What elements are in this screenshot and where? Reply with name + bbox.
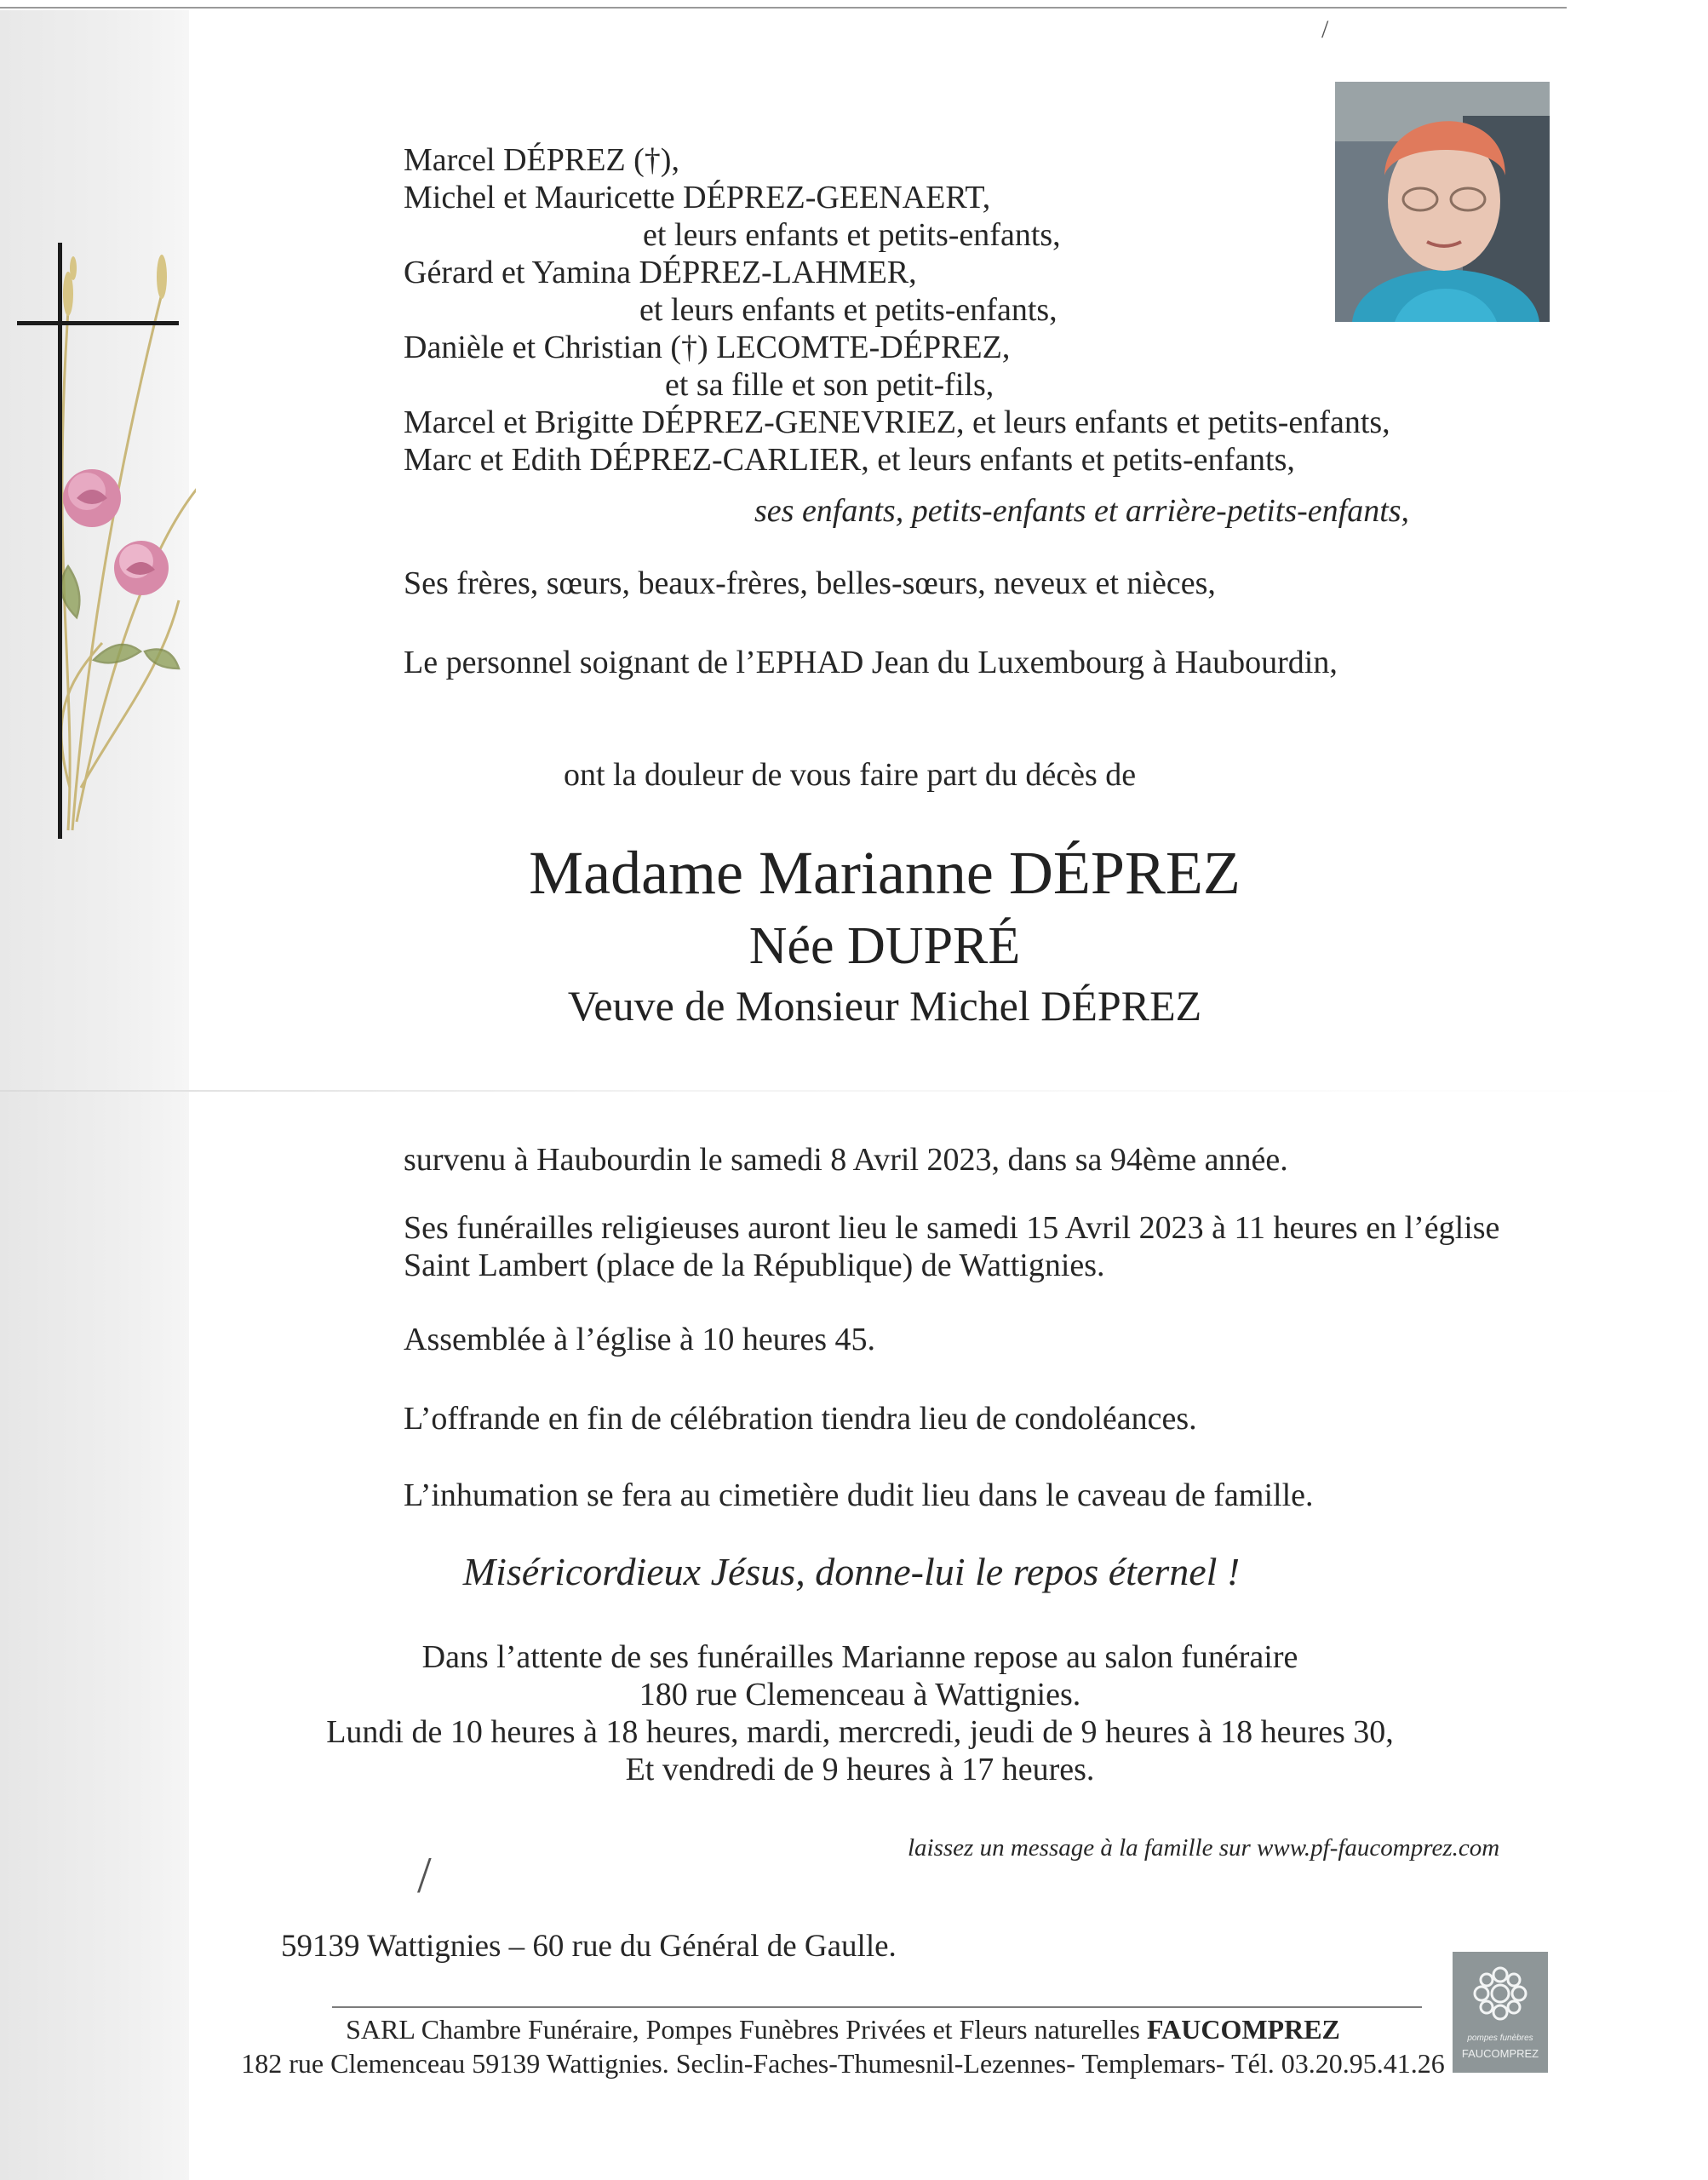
family-line-5: et leurs enfants et petits-enfants,	[639, 292, 1057, 328]
family-line-2: Michel et Mauricette DÉPREZ-GEENAERT,	[404, 180, 991, 215]
pen-mark-lower: /	[417, 1847, 432, 1903]
funeral-details-2: Saint Lambert (place de la République) de Wattignies.	[404, 1248, 1105, 1283]
visitation-line-3: Lundi de 10 heures à 18 heures, mardi, mercredi, jeudi de 9 heures à 18 heures 30,	[326, 1714, 1394, 1750]
company-name: FAUCOMPREZ	[1146, 2014, 1340, 2045]
prayer: Miséricordieux Jésus, donne-lui le repos éternel !	[462, 1550, 1241, 1593]
company-contact: 182 rue Clemenceau 59139 Wattignies. Seclin-Faches-Thumesnil-Lezennes- Templemars- Tél. 03.20.95.41.26	[241, 2048, 1445, 2079]
family-line-1: Marcel DÉPREZ (†),	[404, 142, 679, 178]
relatives-line: Ses frères, sœurs, beaux-frères, belles-sœurs, neveux et nièces,	[404, 565, 1216, 601]
company-description: SARL Chambre Funéraire, Pompes Funèbres Privées et Fleurs naturelles	[346, 2014, 1147, 2045]
fold-line	[0, 1090, 1708, 1092]
left-decorative-strip-lower	[0, 1092, 189, 2180]
portrait-photo	[1335, 82, 1550, 322]
announcement-line: ont la douleur de vous faire part du décès de	[564, 757, 1137, 793]
family-summary: ses enfants, petits-enfants et arrière-petits-enfants,	[754, 493, 1410, 529]
family-line-8: Marcel et Brigitte DÉPREZ-GENEVRIEZ, et leurs enfants et petits-enfants,	[404, 404, 1390, 440]
assembly-time: Assemblée à l’église à 10 heures 45.	[404, 1322, 875, 1357]
death-details: survenu à Haubourdin le samedi 8 Avril 2023, dans sa 94ème année.	[404, 1142, 1288, 1178]
staff-line: Le personnel soignant de l’EPHAD Jean du Luxembourg à Haubourdin,	[404, 645, 1338, 680]
website-note: laissez un message à la famille sur www.pf-faucomprez.com	[908, 1834, 1500, 1862]
cross-icon	[17, 243, 196, 839]
visitation-line-2: 180 rue Clemenceau à Wattignies.	[639, 1677, 1081, 1712]
funeral-home-address: 59139 Wattignies – 60 rue du Général de Gaulle.	[281, 1929, 897, 1964]
burial-note: L’inhumation se fera au cimetière dudit lieu dans le caveau de famille.	[404, 1477, 1314, 1513]
logo-name: FAUCOMPREZ	[1461, 2047, 1539, 2060]
company-line	[264, 2013, 1422, 2045]
pen-mark: /	[1321, 15, 1329, 43]
family-line-4: Gérard et Yamina DÉPREZ-LAHMER,	[404, 255, 917, 290]
logo-tagline: pompes funèbres	[1467, 2034, 1533, 2043]
top-divider	[0, 7, 1567, 9]
flower-emblem-icon	[1470, 1964, 1530, 2023]
footer-divider	[332, 2006, 1422, 2008]
family-line-3: et leurs enfants et petits-enfants,	[643, 217, 1061, 253]
family-line-6: Danièle et Christian (†) LECOMTE-DÉPREZ,	[404, 330, 1011, 365]
deceased-maiden-name: Née DUPRÉ	[748, 917, 1021, 975]
visitation-line-1: Dans l’attente de ses funérailles Marianne repose au salon funéraire	[421, 1639, 1298, 1675]
funeral-details-1: Ses funérailles religieuses auront lieu le samedi 15 Avril 2023 à 11 heures en l’église	[404, 1210, 1500, 1246]
family-line-7: et sa fille et son petit-fils,	[665, 367, 994, 403]
company-logo	[1453, 1952, 1548, 2073]
deceased-name: Madame Marianne DÉPREZ	[529, 839, 1241, 907]
visitation-line-4: Et vendredi de 9 heures à 17 heures.	[625, 1752, 1095, 1787]
offering-note: L’offrande en fin de célébration tiendra lieu de condoléances.	[404, 1401, 1197, 1437]
deceased-widow-line: Veuve de Monsieur Michel DÉPREZ	[567, 982, 1202, 1030]
family-line-9: Marc et Edith DÉPREZ-CARLIER, et leurs enfants et petits-enfants,	[404, 442, 1295, 478]
